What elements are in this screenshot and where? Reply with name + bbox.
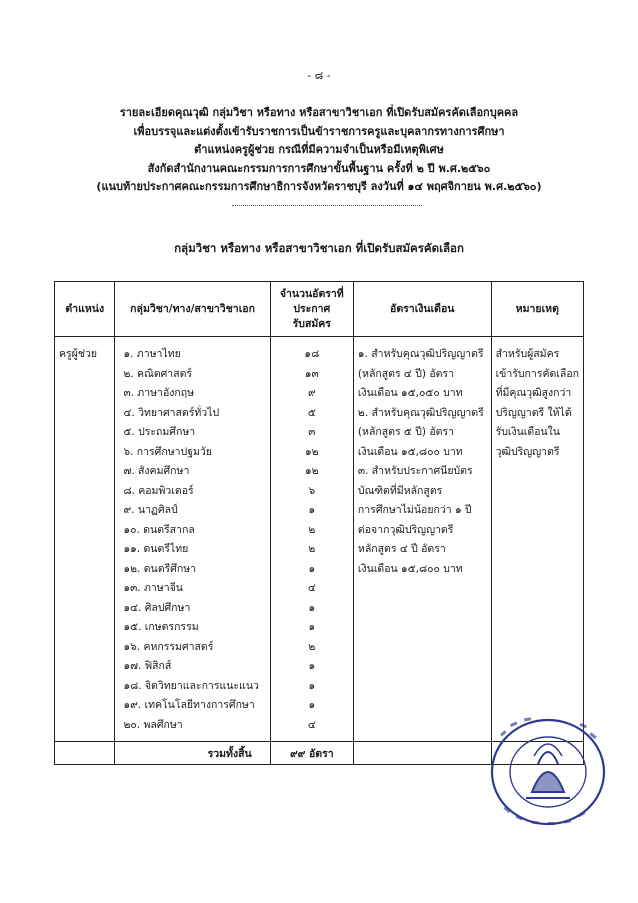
salary-line: ๑. สำหรับคุณวุฒิปริญญาตรี <box>357 348 484 360</box>
count-item: ๔ <box>307 718 316 731</box>
count-item: ๖ <box>308 484 316 497</box>
remark-line: ที่มีคุณวุฒิสูงกว่า <box>495 387 572 399</box>
header-remark: หมายเหตุ <box>491 282 583 337</box>
salary-line: ต่อจากวุฒิปริญญาตรี <box>357 523 454 536</box>
salary-line: เงินเดือน ๑๕,๐๕๐ บาท <box>357 387 463 399</box>
salary-line: ๒. สำหรับคุณวุฒิปริญญาตรี <box>357 406 484 419</box>
remark-cell <box>491 337 583 742</box>
subject-item: ๖. การศึกษาปฐมวัย <box>123 445 212 458</box>
subject-item: ๒. คณิตศาสตร์ <box>123 367 193 380</box>
subject-item: ๑๗. ฟิสิกส์ <box>123 660 172 672</box>
document-heading <box>0 104 638 197</box>
remark-line: สำหรับผู้สมัคร <box>495 348 560 360</box>
total-empty-cell <box>353 742 491 765</box>
header-count-line: จำนวนอัตราที่ <box>279 287 344 300</box>
count-item: ๑ <box>308 504 316 516</box>
salary-line: เงินเดือน ๑๕,๘๐๐ บาท <box>357 445 463 458</box>
count-item: ๑ <box>308 621 316 633</box>
section-subtitle: กลุ่มวิชา หรือทาง หรือสาขาวิชาเอก ที่เปิดรับสมัครคัดเลือก <box>174 241 464 255</box>
count-item: ๓ <box>308 426 316 438</box>
table-row <box>55 337 584 742</box>
count-item: ๑๒ <box>305 465 319 477</box>
total-empty-cell <box>55 742 115 765</box>
salary-line: บัณฑิตที่มีหลักสูตร <box>357 484 443 497</box>
count-item: ๑ <box>308 679 316 692</box>
subjects-cell <box>115 337 270 742</box>
count-item: ๕ <box>307 406 316 419</box>
salary-line: การศึกษาไม่น้อยกว่า ๑ ปี <box>357 504 472 516</box>
subject-item: ๑๖. คหกรรมศาสตร์ <box>123 640 214 653</box>
count-item: ๙ <box>307 387 316 399</box>
remark-line: รับเงินเดือนใน <box>495 426 560 438</box>
subject-item: ๑๐. ดนตรีสากล <box>123 523 195 536</box>
count-item: ๑๓ <box>304 367 319 380</box>
subject-item: ๙. นาฏศิลป์ <box>123 504 178 516</box>
official-seal-stamp <box>486 712 610 832</box>
subject-item: ๑๔. ศิลปศึกษา <box>123 601 191 614</box>
dotted-divider <box>232 205 422 206</box>
subject-item: ๑๙. เทคโนโลยีทางการศึกษา <box>123 699 255 711</box>
count-item: ๒ <box>308 543 316 555</box>
counts-cell <box>270 337 353 742</box>
header-salary: อัตราเงินเดือน <box>353 282 491 337</box>
heading-line: รายละเอียดคุณวุฒิ กลุ่มวิชา หรือทาง หรือสาขาวิชาเอก ที่เปิดรับสมัครคัดเลือกบุคคล <box>119 106 519 119</box>
remark-line: เข้ารับการคัดเลือก <box>495 367 579 380</box>
header-count-line: ประกาศ <box>293 302 331 315</box>
page-number: - ๘ - <box>307 69 331 82</box>
count-item: ๑ <box>308 601 316 614</box>
heading-line: (แนบท้ายประกาศคณะกรรมการศึกษาธิการจังหวัดราชบุรี ลงวันที่ ๑๔ พฤศจิกายน พ.ศ.๒๕๖๐) <box>96 180 542 193</box>
heading-line: ตำแหน่งครูผู้ช่วย กรณีที่มีความจำเป็นหรือมีเหตุพิเศษ <box>194 143 444 156</box>
count-item: ๒ <box>308 640 316 653</box>
subject-item: ๓. ภาษาอังกฤษ <box>123 387 195 399</box>
subject-item: ๑. ภาษาไทย <box>123 348 181 360</box>
subject-item: ๒๐. พลศึกษา <box>123 718 183 731</box>
salary-cell <box>353 337 491 742</box>
count-item: ๑๘ <box>304 348 320 360</box>
position-label: ครูผู้ช่วย <box>59 348 97 360</box>
header-count <box>270 282 353 337</box>
subject-item: ๑๘. จิตวิทยาและการแนะแนว <box>123 679 259 692</box>
salary-line: ๓. สำหรับประกาศนียบัตร <box>357 465 473 477</box>
header-position: ตำแหน่ง <box>55 282 115 337</box>
salary-line: หลักสูตร ๔ ปี อัตรา <box>357 543 446 555</box>
remark-line: วุฒิปริญญาตรี <box>495 445 560 458</box>
subject-item: ๔. วิทยาศาสตร์ทั่วไป <box>123 406 220 419</box>
total-label: รวมทั้งสิ้น <box>115 742 270 765</box>
position-cell <box>55 337 115 742</box>
table-header-row <box>55 282 584 337</box>
total-value: ๙๙ อัตรา <box>270 742 353 765</box>
salary-line: เงินเดือน ๑๕,๘๐๐ บาท <box>357 562 463 575</box>
count-item: ๒ <box>308 523 316 536</box>
subject-item: ๗. สังคมศึกษา <box>123 465 190 477</box>
header-subject: กลุ่มวิชา/ทาง/สาขาวิชาเอก <box>115 282 270 337</box>
count-item: ๔ <box>307 582 316 594</box>
header-count-line: รับสมัคร <box>292 317 331 330</box>
subjects-table <box>54 281 584 765</box>
count-item: ๑ <box>308 660 316 672</box>
subject-item: ๑๑. ดนตรีไทย <box>123 543 189 555</box>
salary-line: (หลักสูตร ๕ ปี) อัตรา <box>357 426 454 438</box>
subject-item: ๑๒. ดนตรีศึกษา <box>123 562 197 575</box>
count-item: ๑๒ <box>305 445 319 458</box>
count-item: ๑ <box>308 562 316 575</box>
subject-item: ๘. คอมพิวเตอร์ <box>123 484 194 497</box>
heading-line: สังกัดสำนักงานคณะกรรมการการศึกษาขั้นพื้นฐาน ครั้งที่ ๒ ปี พ.ศ.๒๕๖๐ <box>147 161 491 175</box>
count-item: ๑ <box>308 699 316 711</box>
subject-item: ๕. ประถมศึกษา <box>123 426 196 438</box>
heading-line: เพื่อบรรจุและแต่งตั้งเข้ารับราชการเป็นข้าราชการครูและบุคลากรทางการศึกษา <box>133 124 505 138</box>
remark-line: ปริญญาตรี ให้ได้ <box>495 406 572 419</box>
subject-item: ๑๕. เกษตรกรรม <box>123 621 199 633</box>
subject-item: ๑๓. ภาษาจีน <box>123 582 183 594</box>
salary-line: (หลักสูตร ๔ ปี) อัตรา <box>357 367 454 380</box>
